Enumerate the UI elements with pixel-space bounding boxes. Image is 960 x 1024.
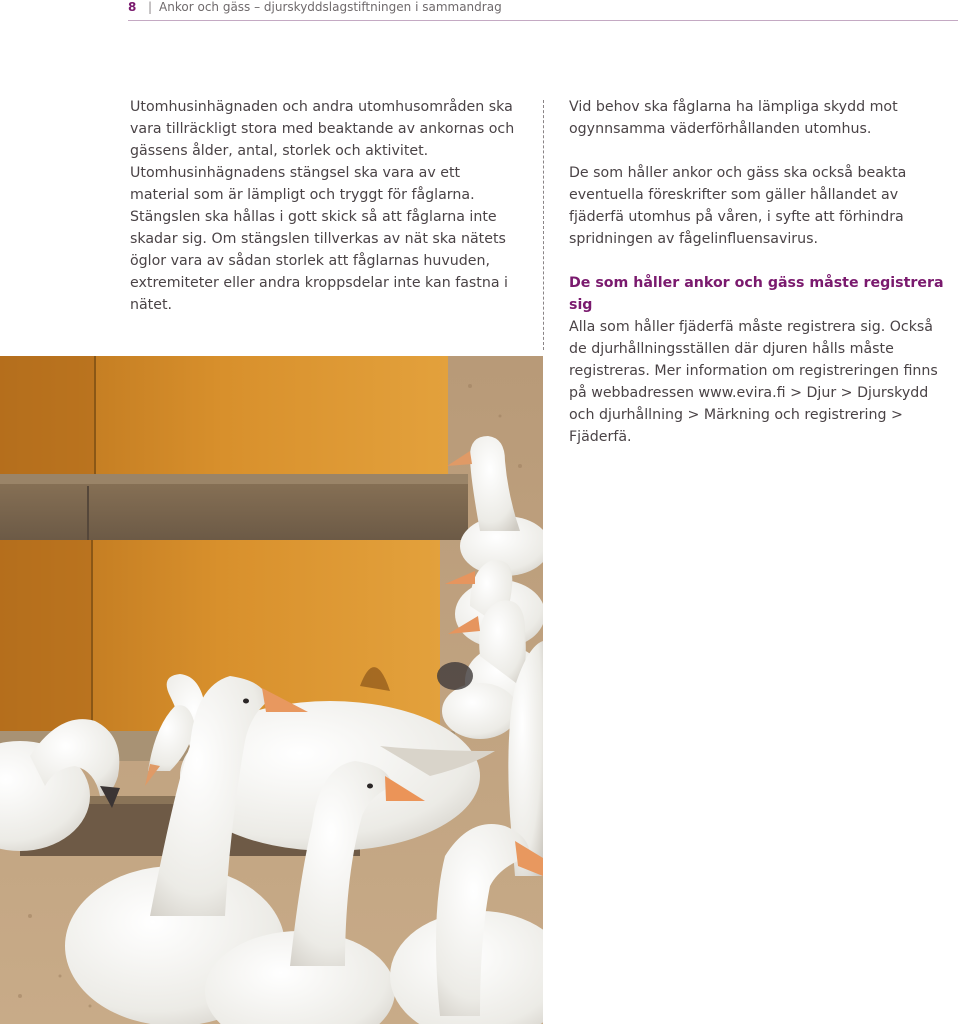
geese-photo [0,356,543,1024]
running-header [128,0,958,21]
right-paragraph-1: Vid behov ska fåglarna ha lämpliga skydd mot ogynnsamma väderförhållanden utomhus. [569,99,898,137]
right-paragraph-2: De som håller ankor och gäss ska också beakta eventuella föreskrifter som gäller hållandet av fjäderfä utomhus på våren, i syfte att förhindra spridningen av fågelinfluensavirus. [569,165,907,247]
page-number: 8 [128,0,137,14]
right-paragraph-3: Alla som håller fjäderfä måste registrera sig. Också de djurhållningsställen där djuren hålls måste registreras. Mer information om registreringen finns på webbadressen www.evira.fi > Djur > Djurskydd och djurhållning > Märkning och registrering > Fjäderfä. [569,319,938,445]
left-column [130,96,520,316]
column-divider [543,100,544,350]
left-paragraph: Utomhusinhägnaden och andra utomhusområden ska vara tillräckligt stora med beaktande av ankornas och gässens ålder, antal, storlek och aktivitet. Utomhusinhägnadens stängsel ska vara av ett material som är lämpligt och tryggt för fåglarna. Stängslen ska hållas i gott skick så att fåglarna inte skadar sig. Om stängslen tillverkas av nät ska nätets öglor vara av sådan storlek att fåglarnas huvuden, extremiteter eller andra kroppsdelar inte kan fastna i nätet. [130,99,515,313]
right-column [569,96,953,448]
running-title: | Ankor och gäss – djurskyddslagstiftningen i sammandrag [148,0,502,14]
registration-heading: De som håller ankor och gäss måste registrera sig [569,275,944,313]
geese-photo-illustration [0,356,543,1024]
